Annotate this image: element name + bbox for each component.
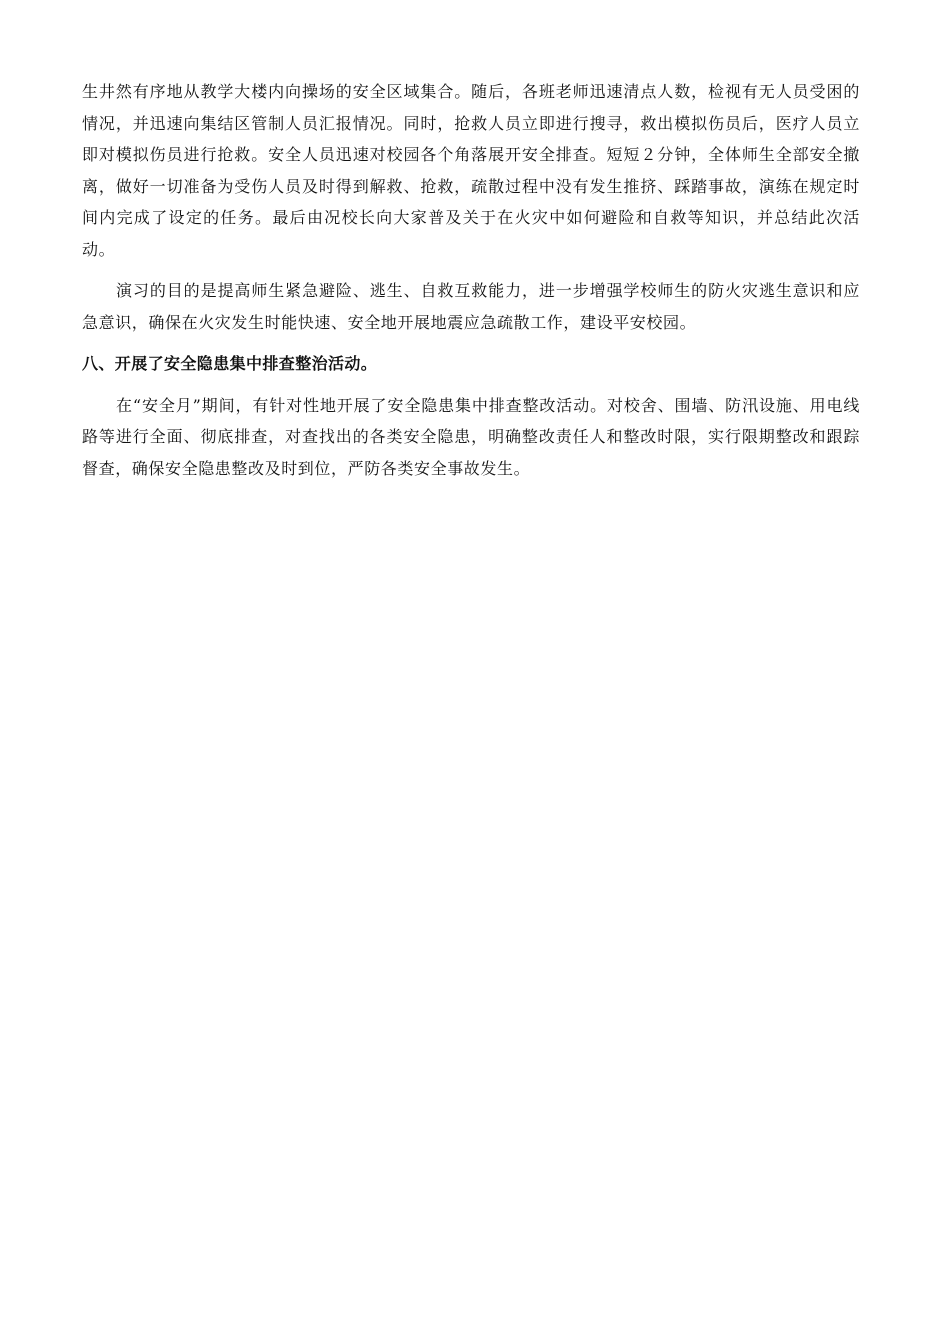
document-page bbox=[82, 76, 860, 494]
body-paragraph-drill-purpose: 演习的目的是提高师生紧急避险、逃生、自救互救能力，进一步增强学校师生的防火灾逃生意识和应急意识，确保在火灾发生时能快速、安全地开展地震应急疏散工作，建设平安校园。 bbox=[82, 281, 860, 332]
body-paragraph-continued: 生井然有序地从教学大楼内向操场的安全区域集合。随后，各班老师迅速清点人数，检视有无人员受困的情况，并迅速向集结区管制人员汇报情况。同时，抢救人员立即进行搜寻，救出模拟伤员后，医疗人员立即对模拟伤员进行抢救。安全人员迅速对校园各个角落展开安全排查。短短２分钟，全体师生全部安全撤离，做好一切准备为受伤人员及时得到解救、抢救，疏散过程中没有发生推挤、踩踏事故，演练在规定时间内完成了设定的任务。最后由况校长向大家普及关于在火灾中如何避险和自救等知识，并总结此次活动。 bbox=[82, 82, 860, 259]
body-paragraph-hazard-inspection: 在“安全月”期间，有针对性地开展了安全隐患集中排查整改活动。对校舍、围墙、防汛设施、用电线路等进行全面、彻底排查，对查找出的各类安全隐患，明确整改责任人和整改时限，实行限期整改和跟踪督查，确保安全隐患整改及时到位，严防各类安全事故发生。 bbox=[82, 395, 860, 478]
section-heading: 八、开展了安全隐患集中排查整治活动。 bbox=[82, 354, 378, 373]
